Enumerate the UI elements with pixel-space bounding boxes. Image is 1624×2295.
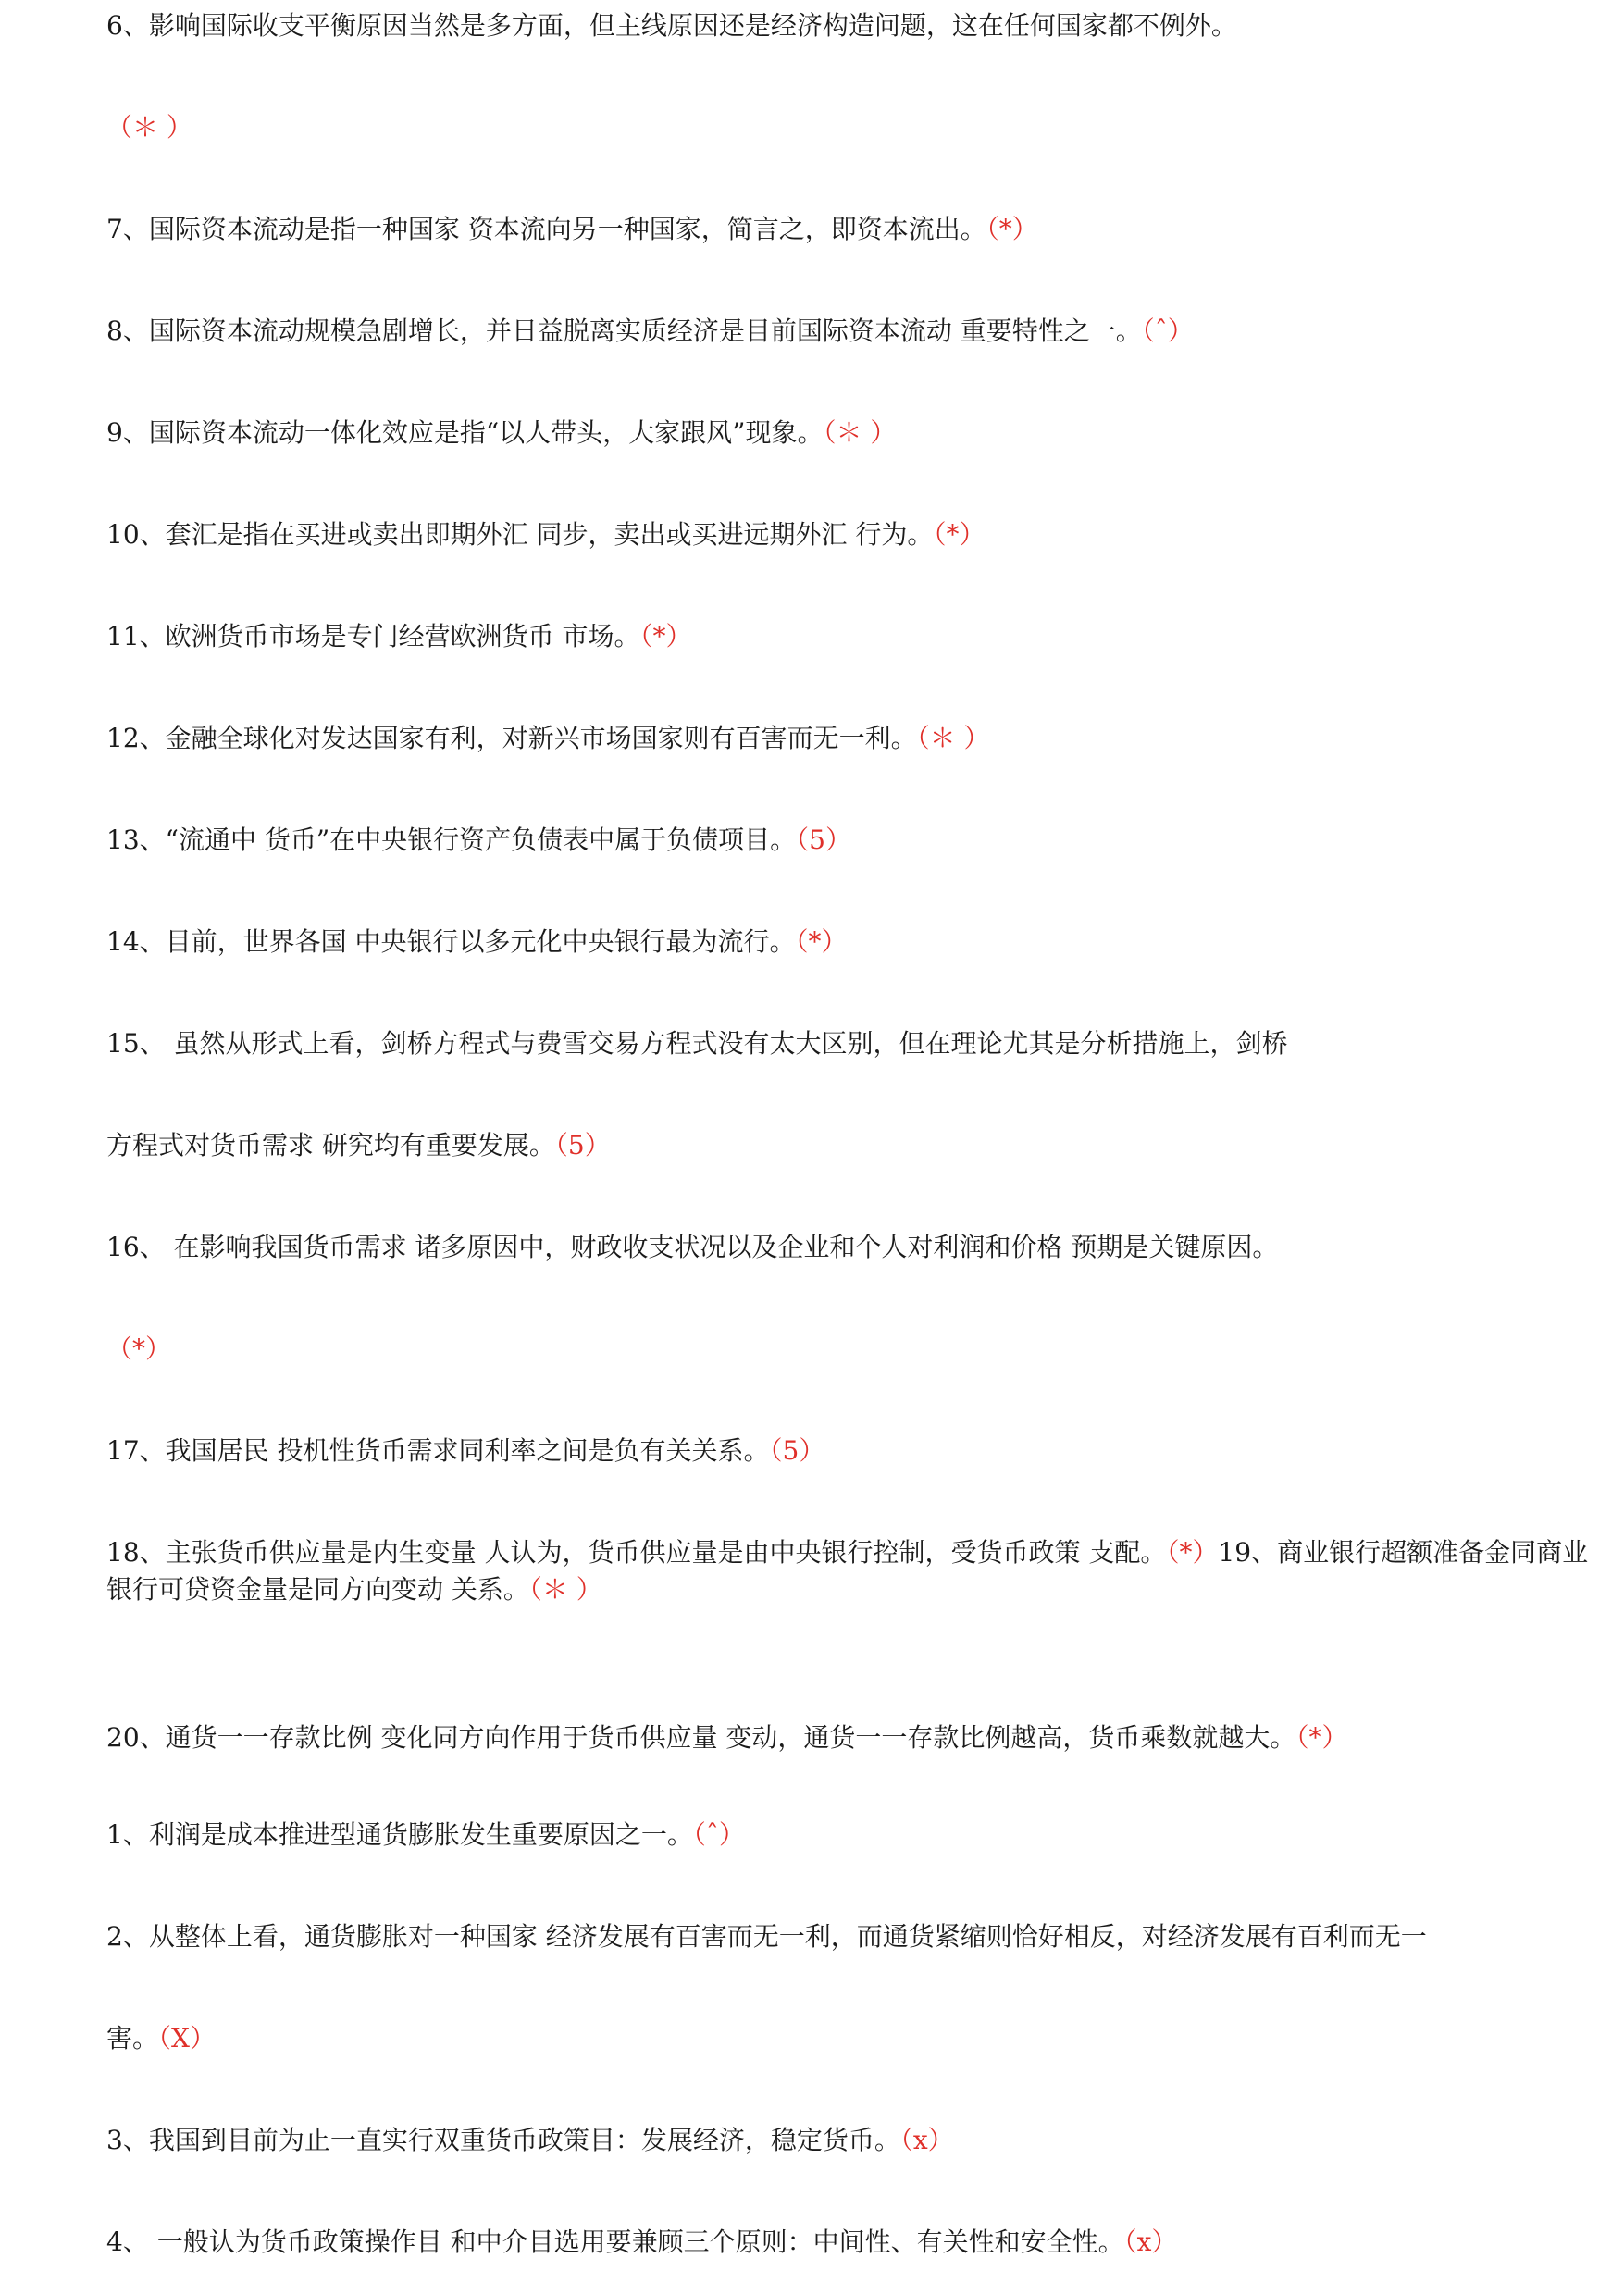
question-8	[106, 313, 1194, 350]
question-16-answer: （*）	[106, 1334, 172, 1364]
question-9-text: 9、国际资本流动一体化效应是指“以人带头，大家跟风”现象。	[106, 417, 824, 448]
question-10-text: 10、套汇是指在买进或卖出即期外汇 同步，卖出或买进远期外汇 行为。	[106, 519, 934, 550]
question-13-text: 13、“流通中 货币”在中央银行资产负债表中属于负债项目。	[106, 825, 797, 855]
section2-question-2-answer: （X）	[158, 2023, 216, 2053]
section2-question-2	[106, 1918, 1427, 1955]
question-17-text: 17、我国居民 投机性货币需求同利率之间是负有关关系。	[106, 1435, 770, 1466]
question-16	[106, 1229, 1278, 1266]
question-19-text: 19、商业银行超额准备金同商业银行可贷资金量是同方向变动 关系。	[106, 1537, 1589, 1605]
question-13	[106, 822, 851, 859]
question-6-answer-mark: （＊ ）	[106, 112, 192, 143]
question-9-answer: （＊ ）	[823, 417, 897, 448]
section2-question-1-text: 1、利润是成本推进型通货膨胀发生重要原因之一。	[106, 1819, 693, 1850]
question-15-answer: （5）	[554, 1130, 611, 1160]
section2-question-1	[106, 1817, 745, 1854]
question-20	[106, 1719, 1347, 1756]
question-15-text: 15、 虽然从形式上看，剑桥方程式与费雪交易方程式没有太大区别，但在理论尤其是分析措施上，剑桥	[106, 1028, 1288, 1059]
question-9	[106, 415, 896, 452]
question-11-answer: （*）	[639, 621, 692, 651]
question-15	[106, 1025, 1288, 1062]
question-18-text: 18、主张货币供应量是内生变量 人认为，货币供应量是由中央银行控制，受货币政策 支配。	[106, 1537, 1167, 1568]
question-17-answer: （5）	[769, 1435, 825, 1466]
question-20-answer: （*）	[1295, 1722, 1348, 1753]
section2-question-3-answer: （x）	[899, 2125, 954, 2155]
section2-question-4-answer: （x）	[1123, 2227, 1178, 2257]
question-16-answer-line	[106, 1331, 171, 1368]
question-6	[106, 7, 1237, 44]
question-12-answer: （＊ ）	[916, 723, 990, 753]
question-12-text: 12、金融全球化对发达国家有利，对新兴市场国家则有百害而无一利。	[106, 723, 917, 753]
section2-question-1-answer: （ˆ）	[692, 1819, 745, 1850]
section2-question-4-text: 4、 一般认为货币政策操作目 和中介目选用要兼顾三个原则：中间性、有关性和安全性。	[106, 2227, 1124, 2257]
question-14-answer: （*）	[795, 926, 848, 957]
section2-question-3	[106, 2122, 954, 2159]
question-10-answer: （*）	[933, 519, 986, 550]
section2-question-4	[106, 2224, 1177, 2261]
question-12	[106, 720, 990, 757]
question-13-answer: （5）	[796, 825, 851, 855]
question-18-answer: （*）	[1166, 1537, 1219, 1568]
question-10	[106, 516, 985, 553]
question-8-text: 8、国际资本流动规模急剧增长，并日益脱离实质经济是目前国际资本流动 重要特性之一。	[106, 316, 1142, 346]
section2-question-2-cont-text: 害。	[106, 2023, 159, 2053]
question-6-text: 6、影响国际收支平衡原因当然是多方面，但主线原因还是经济构造问题，这在任何国家都不例外。	[106, 10, 1237, 41]
question-7-answer: （*）	[986, 214, 1038, 244]
question-16-text: 16、 在影响我国货币需求 诸多原因中，财政收支状况以及企业和个人对利润和价格 预期是关键原因。	[106, 1232, 1279, 1262]
question-7	[106, 211, 1038, 248]
section2-question-3-text: 3、我国到目前为止一直实行双重货币政策目：发展经济，稳定货币。	[106, 2125, 900, 2155]
question-14	[106, 924, 848, 961]
question-20-text: 20、通货一一存款比例 变化同方向作用于货币供应量 变动，通货一一存款比例越高，货币乘数就越大。	[106, 1722, 1296, 1753]
question-6-answer-line	[106, 109, 192, 146]
question-11-text: 11、欧洲货币市场是专门经营欧洲货币 市场。	[106, 621, 640, 651]
question-15-cont-text: 方程式对货币需求 研究均有重要发展。	[106, 1130, 555, 1160]
question-18-19	[106, 1534, 1596, 1608]
section2-question-2-cont	[106, 2020, 216, 2057]
question-17	[106, 1433, 824, 1470]
question-14-text: 14、目前，世界各国 中央银行以多元化中央银行最为流行。	[106, 926, 796, 957]
question-11	[106, 618, 692, 655]
question-19-answer: （＊ ）	[528, 1574, 602, 1605]
question-15-cont	[106, 1127, 611, 1164]
question-8-answer: （ˆ）	[1141, 316, 1194, 346]
question-7-text: 7、国际资本流动是指一种国家 资本流向另一种国家，简言之，即资本流出。	[106, 214, 986, 244]
section2-question-2-text: 2、从整体上看，通货膨胀对一种国家 经济发展有百害而无一利，而通货紧缩则恰好相反，对经济发展有百利而无一	[106, 1921, 1427, 1952]
